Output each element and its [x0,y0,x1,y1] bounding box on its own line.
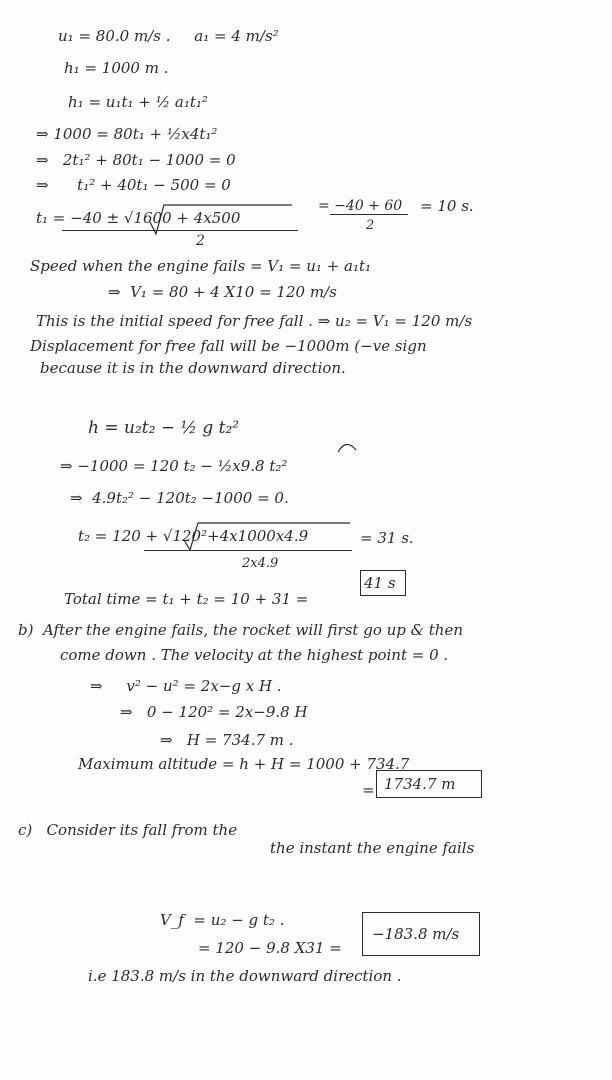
part-b-line-2: come down . The velocity at the highest point = 0 . [60,646,449,664]
kinematic-substitution: ⇒ 0 − 120² = 2x−9.8 H [120,703,308,721]
equation-quadratic-1: ⇒ 2t₁² + 80t₁ − 1000 = 0 [36,151,236,169]
initial-speed-free-fall: This is the initial speed for free fall . ⇒ u₂ = V₁ = 120 m/s [36,312,473,330]
equation-quadratic-2: ⇒ t₁² + 40t₁ − 500 = 0 [36,176,231,194]
displacement-note-2: because it is in the downward direction. [40,359,346,377]
max-height-value: ⇒ H = 734.7 m . [160,731,294,749]
final-velocity-equation: V_f = u₂ − g t₂ . [160,911,285,929]
given-velocity-acceleration: u₁ = 80.0 m/s . a₁ = 4 m/s² [58,27,279,45]
final-velocity-substitution: = 120 − 9.8 X31 = [198,939,342,957]
final-direction-note: i.e 183.8 m/s in the downward direction . [88,967,402,985]
sqrt-stroke-t2 [184,523,350,550]
t1-evaluated-denominator: 2 [366,218,375,233]
part-c-line-1: c) Consider its fall from the [18,821,238,839]
maximum-altitude: Maximum altitude = h + H = 1000 + 734.7 [78,755,410,773]
t2-result: = 31 s. [360,529,414,547]
equation-free-fall: h = u₂t₂ − ½ g t₂² [88,418,240,438]
t1-denominator: 2 [196,233,205,249]
final-velocity-answer: −183.8 m/s [372,925,460,943]
speed-engine-fails: Speed when the engine fails = V₁ = u₁ + a₁t₁ [30,257,372,275]
total-time-answer: 41 s [364,574,396,592]
total-time: Total time = t₁ + t₂ = 10 + 31 = [64,590,309,608]
equation-free-fall-quad: ⇒ 4.9t₂² − 120t₂ −1000 = 0. [70,489,289,507]
max-altitude-equals: = [362,781,375,799]
equation-height: h₁ = u₁t₁ + ½ a₁t₁² [68,93,208,111]
t2-denominator: 2x4.9 [242,556,279,571]
sqrt-stroke-t1 [150,205,292,234]
max-altitude-answer: 1734.7 m [384,775,456,793]
displacement-note: Displacement for free fall will be −1000m (−ve sign [30,337,427,355]
kinematic-equation: ⇒ v² − u² = 2x−g x H . [90,677,282,695]
part-c-line-2: the instant the engine fails [270,839,475,857]
t1-evaluated-numerator: = −40 + 60 [318,198,403,214]
part-b-line-1: b) After the engine fails, the rocket will first go up & then [18,621,463,639]
speed-value: ⇒ V₁ = 80 + 4 X10 = 120 m/s [108,283,337,301]
scribble-h [338,444,356,452]
t1-result: = 10 s. [420,197,474,215]
equation-free-fall-sub: ⇒ −1000 = 120 t₂ − ½x9.8 t₂² [60,457,288,475]
equation-substitution: ⇒ 1000 = 80t₁ + ½x4t₁² [36,125,218,143]
given-height: h₁ = 1000 m . [64,59,169,77]
t2-formula-numerator: t₂ = 120 + √120²+4x1000x4.9 [78,527,309,545]
t1-formula-numerator: t₁ = −40 ± √1600 + 4x500 [36,209,241,227]
